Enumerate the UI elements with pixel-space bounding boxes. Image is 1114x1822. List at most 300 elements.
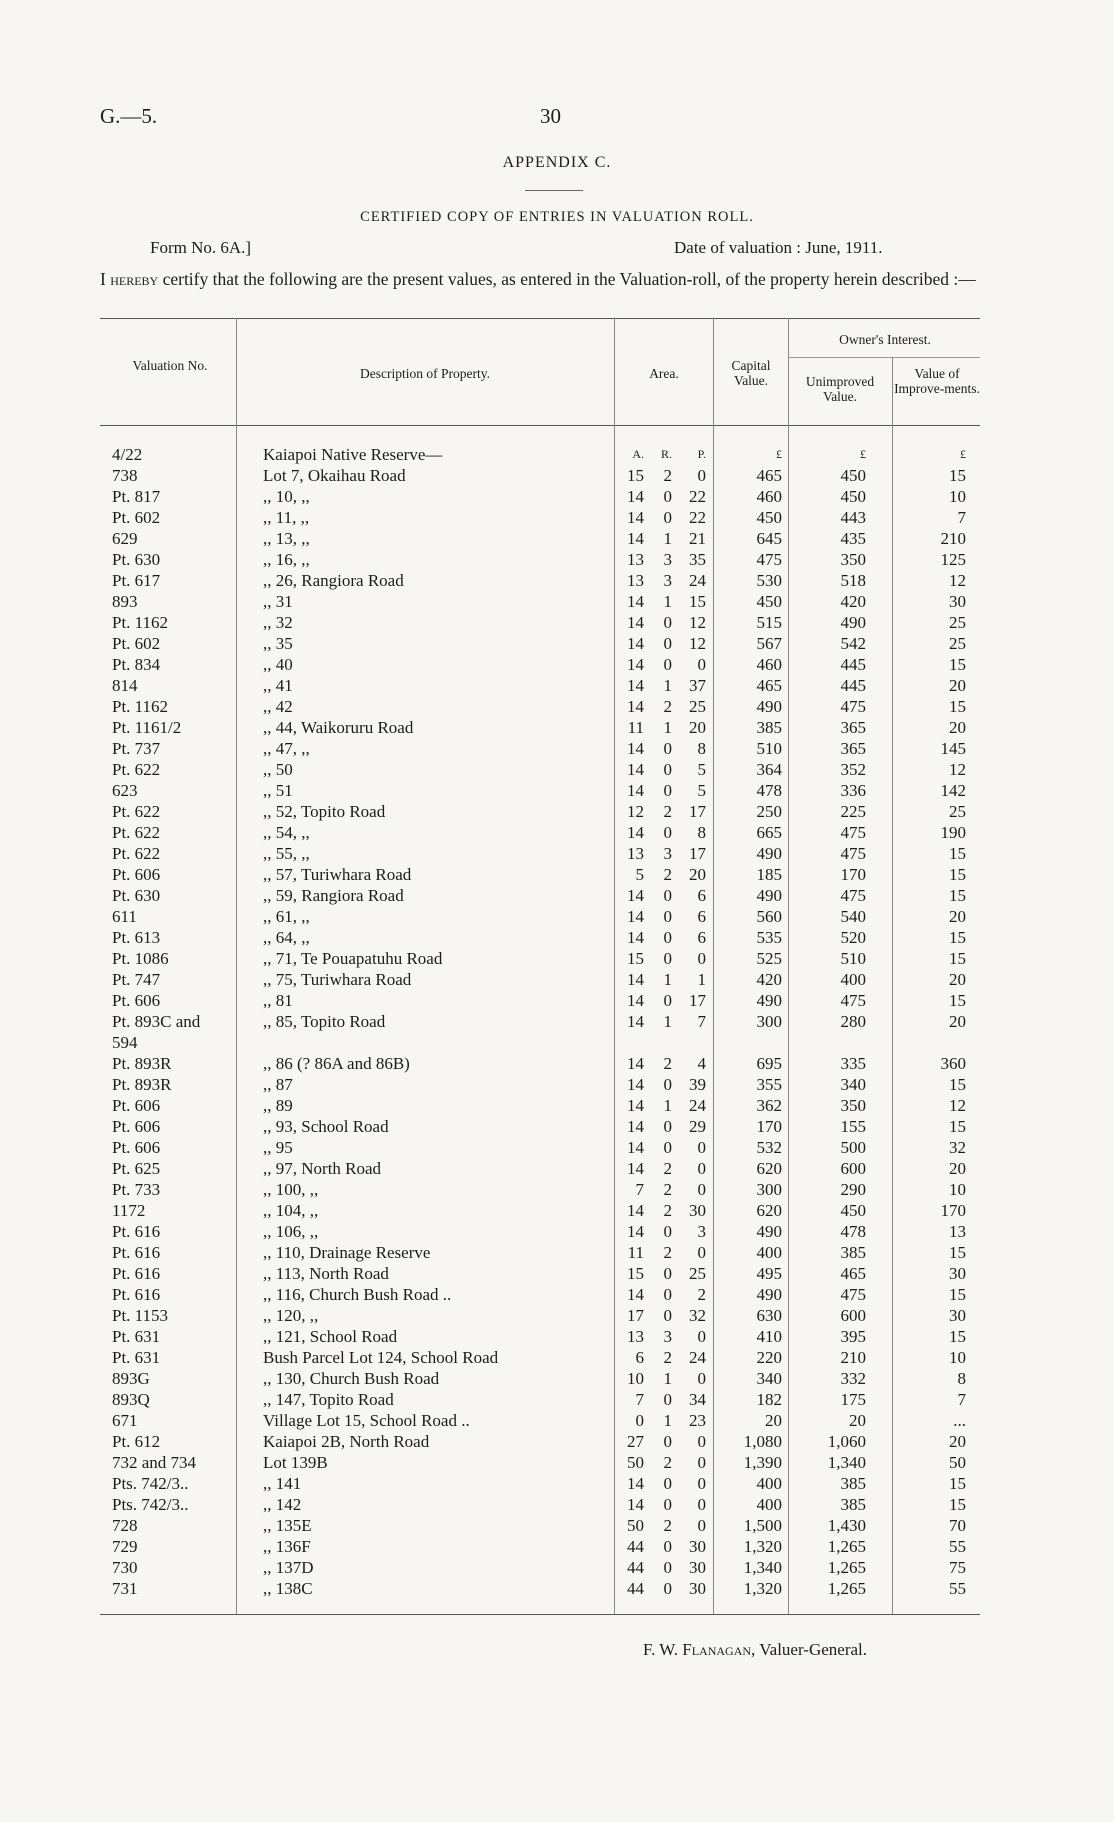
table-row [0,1095,1114,1116]
area-acres: 17 [627,1306,644,1325]
property-description: ,, 147, Topito Road [263,1390,394,1409]
property-description: ,, 141 [263,1474,302,1493]
area-roods: 2 [663,1516,672,1535]
valuation-no: Pt. 625 [112,1159,161,1178]
area-roods: 0 [663,1264,672,1283]
table-row [0,1200,1114,1221]
unimproved-value: 350 [840,550,866,569]
unimproved-value: 350 [840,1096,866,1115]
table-row [0,1305,1114,1326]
unimproved-value: 475 [840,1285,866,1304]
area-acres: 14 [627,655,644,674]
improvements-value: 15 [949,1243,966,1262]
table-row [0,1116,1114,1137]
area-perches: 23 [689,1411,706,1430]
area-perches: 8 [697,823,706,842]
certify-hereby: hereby [110,269,159,289]
unimproved-value: 20 [849,1411,866,1430]
table-row [0,570,1114,591]
area-perches: 17 [689,844,706,863]
capital-value: 1,390 [743,1453,782,1472]
area-perches: 25 [689,1264,706,1283]
valuation-no: 893G [112,1369,150,1388]
improvements-value: 25 [949,613,966,632]
area-perches: 20 [689,865,706,884]
property-description: ,, 130, Church Bush Road [263,1369,440,1388]
unimproved-value: 465 [840,1264,866,1283]
improvements-value: 70 [949,1516,966,1535]
property-description: ,, 11, ,, [263,508,310,527]
area-perches: 0 [697,1180,706,1199]
improvements-value: ... [953,1411,966,1430]
property-description: ,, 104, ,, [263,1201,319,1220]
unimproved-value: 600 [840,1306,866,1325]
valuation-no: Pt. 606 [112,1117,161,1136]
improvements-value: 55 [949,1579,966,1598]
capital-value: 620 [756,1201,782,1220]
capital-value: 620 [756,1159,782,1178]
capital-value: 1,080 [743,1432,782,1451]
capital-value: 400 [756,1495,782,1514]
valuation-no: Pt. 737 [112,739,161,758]
header-valuation-no: Valuation No. [132,358,208,373]
valuation-no: 893Q [112,1390,150,1409]
unimproved-value: 490 [840,613,866,632]
capital-value: 460 [756,655,782,674]
improvements-value: 25 [949,802,966,821]
improvements-value: 15 [949,466,966,485]
unimproved-value: 542 [840,634,866,653]
improvements-value: 15 [949,949,966,968]
unimproved-value: 450 [840,487,866,506]
table-row [0,1431,1114,1452]
valuation-no: Pt. 834 [112,655,161,674]
table-row [0,801,1114,822]
improvements-value: 142 [940,781,966,800]
certification-statement [100,268,988,290]
capital-value: 410 [756,1327,782,1346]
valuation-no: Pt. 747 [112,970,161,989]
improvements-value: 50 [949,1453,966,1472]
signature-block [643,1640,867,1660]
valuation-no: Pt. 622 [112,823,161,842]
area-roods: 0 [663,1138,672,1157]
area-roods: 1 [663,1096,672,1115]
valuation-no: 732 and 734 [112,1453,197,1472]
table-row [0,1452,1114,1473]
improvements-value: 15 [949,1075,966,1094]
table-row [0,465,1114,486]
improvements-value: 7 [957,1390,966,1409]
valuation-no: Pt. 616 [112,1243,161,1262]
property-description: ,, 97, North Road [263,1159,382,1178]
capital-value: 250 [756,802,782,821]
unimproved-value: 475 [840,844,866,863]
table-row [0,906,1114,927]
date-of-valuation: Date of valuation : June, 1911. [674,238,883,257]
capital-value: 450 [756,592,782,611]
area-acres: 14 [627,907,644,926]
page-number: 30 [540,104,561,128]
improvements-value: 20 [949,907,966,926]
property-description: ,, 110, Drainage Reserve [263,1243,431,1262]
valuation-no: Pts. 742/3.. [112,1495,189,1514]
improvements-value: 12 [949,1096,966,1115]
improvements-value: 25 [949,634,966,653]
capital-value: 300 [756,1180,782,1199]
capital-value: 490 [756,844,782,863]
property-description: ,, 26, Rangiora Road [263,571,404,590]
unimproved-value: 290 [840,1180,866,1199]
property-description: ,, 137D [263,1558,314,1577]
property-description: ,, 57, Turiwhara Road [263,865,412,884]
table-row [0,1263,1114,1284]
area-roods: 0 [663,991,672,1010]
table-row [0,591,1114,612]
property-description: ,, 41 [263,676,293,695]
unimproved-value: 450 [840,466,866,485]
area-perches: 21 [689,529,706,548]
area-perches: 30 [689,1558,706,1577]
property-description: ,, 55, ,, [263,844,310,863]
table-row [0,843,1114,864]
valuation-no: Pt. 617 [112,571,161,590]
unimproved-value: 520 [840,928,866,947]
area-roods: 0 [663,634,672,653]
valuation-no: Pt. 606 [112,865,161,884]
capital-value: 567 [756,634,782,653]
area-roods: 0 [663,1432,672,1451]
area-acres: 14 [627,1222,644,1241]
property-description: ,, 142 [263,1495,302,1514]
table-row [0,1137,1114,1158]
area-perches: 8 [697,739,706,758]
area-roods: 1 [663,592,672,611]
property-description: ,, 138C [263,1579,313,1598]
property-description: Village Lot 15, School Road .. [263,1411,470,1430]
header-description: Description of Property. [360,366,490,381]
valuation-no: Pt. 602 [112,508,161,527]
property-description: ,, 120, ,, [263,1306,319,1325]
area-roods: 0 [663,928,672,947]
capital-value: 460 [756,487,782,506]
table-row [0,738,1114,759]
area-acres: 14 [627,886,644,905]
area-roods: 0 [663,1117,672,1136]
area-acres: 44 [627,1579,644,1598]
area-acres: 14 [627,1138,644,1157]
area-roods: 0 [663,781,672,800]
improvements-value: 20 [949,1432,966,1451]
table-row [0,696,1114,717]
capital-value: 490 [756,1222,782,1241]
improvements-value: 15 [949,928,966,947]
capital-value: 340 [756,1369,782,1388]
area-perches: 0 [697,1243,706,1262]
area-roods: 1 [663,718,672,737]
area-acres: 14 [627,781,644,800]
property-description: ,, 52, Topito Road [263,802,386,821]
property-description: ,, 113, North Road [263,1264,389,1283]
improvements-value: 8 [957,1369,966,1388]
area-perches: 0 [697,1138,706,1157]
area-roods: 1 [663,1369,672,1388]
capital-value: 630 [756,1306,782,1325]
property-description: ,, 121, School Road [263,1327,398,1346]
unimproved-value: 475 [840,697,866,716]
area-acres: 14 [627,1474,644,1493]
area-roods: 1 [663,1012,672,1031]
area-roods: 3 [663,571,672,590]
unimproved-value: 445 [840,655,866,674]
owners-interest-rule [788,357,980,358]
table-row [0,1011,1114,1053]
area-roods: 3 [663,844,672,863]
unimproved-value: £ [860,447,866,461]
area-perches: 2 [697,1285,706,1304]
capital-value: 490 [756,991,782,1010]
area-acres: 14 [627,739,644,758]
area-perches: 20 [689,718,706,737]
property-description: ,, 85, Topito Road [263,1012,386,1031]
capital-value: 1,320 [743,1579,782,1598]
valuation-no: Pt. 733 [112,1180,161,1199]
area-perches: 0 [697,1369,706,1388]
area-perches: 17 [689,802,706,821]
document-reference: G.—5. [100,104,158,128]
area-perches: 6 [697,907,706,926]
table-row [0,1389,1114,1410]
valuation-no: Pt. 602 [112,634,161,653]
area-perches: 1 [697,970,706,989]
area-acres: 13 [627,1327,644,1346]
unimproved-value: 175 [840,1390,866,1409]
valuation-no: 1172 [112,1201,146,1220]
capital-value: 490 [756,1285,782,1304]
area-perches: 0 [697,1495,706,1514]
valuation-no: Pt. 1153 [112,1306,169,1325]
area-acres: 14 [627,1495,644,1514]
table-row [0,948,1114,969]
property-description: ,, 136F [263,1537,311,1556]
property-description: ,, 50 [263,760,293,779]
area-perches: P. [697,447,706,461]
area-perches: 0 [697,1516,706,1535]
area-perches: 25 [689,697,706,716]
table-row [0,486,1114,507]
capital-value: 170 [756,1117,782,1136]
area-roods: 0 [663,655,672,674]
capital-value: 560 [756,907,782,926]
valuation-no: 611 [112,907,137,926]
capital-value: 420 [756,970,782,989]
unimproved-value: 225 [840,802,866,821]
improvements-value: 10 [949,1180,966,1199]
area-perches: 22 [689,487,706,506]
capital-value: 495 [756,1264,782,1283]
area-acres: 11 [627,1243,644,1262]
table-row [0,612,1114,633]
unimproved-value: 340 [840,1075,866,1094]
area-acres: 14 [627,529,644,548]
valuation-no: 4/22 [112,445,143,464]
improvements-value: 20 [949,970,966,989]
capital-value: 1,340 [743,1558,782,1577]
property-description: ,, 44, Waikoruru Road [263,718,414,737]
area-perches: 0 [697,1327,706,1346]
table-row [0,528,1114,549]
unimproved-value: 420 [840,592,866,611]
table-row [0,1515,1114,1536]
area-acres: 14 [627,1117,644,1136]
area-acres: 15 [627,1264,644,1283]
improvements-value: 15 [949,991,966,1010]
unimproved-value: 1,060 [827,1432,866,1451]
property-description: ,, 95 [263,1138,293,1157]
property-description: ,, 106, ,, [263,1222,319,1241]
area-roods: 0 [663,1474,672,1493]
property-description: ,, 47, ,, [263,739,310,758]
area-roods: 1 [663,970,672,989]
valuation-no: Pt. 622 [112,760,161,779]
unimproved-value: 510 [840,949,866,968]
valuation-no: 730 [112,1558,138,1577]
area-acres: 14 [627,1075,644,1094]
capital-value: 300 [756,1012,782,1031]
valuation-no: Pt. 893C and 594 [112,1012,201,1052]
unimproved-value: 385 [840,1495,866,1514]
unimproved-value: 443 [840,508,866,527]
unimproved-value: 475 [840,991,866,1010]
improvements-value: 30 [949,1306,966,1325]
table-row [0,969,1114,990]
area-roods: 2 [663,1054,672,1073]
table-row [0,1242,1114,1263]
valuation-no: Pt. 631 [112,1327,161,1346]
unimproved-value: 540 [840,907,866,926]
capital-value: 695 [756,1054,782,1073]
area-roods: 0 [663,1579,672,1598]
area-perches: 29 [689,1117,706,1136]
area-perches: 35 [689,550,706,569]
area-roods: 0 [663,1558,672,1577]
improvements-value: 145 [940,739,966,758]
unimproved-value: 335 [840,1054,866,1073]
valuation-no: Pt. 893R [112,1054,172,1073]
table-row [0,1473,1114,1494]
area-roods: 0 [663,613,672,632]
capital-value: 532 [756,1138,782,1157]
area-roods: 0 [663,760,672,779]
area-roods: 3 [663,1327,672,1346]
area-roods: 0 [663,907,672,926]
improvements-value: 15 [949,655,966,674]
capital-value: 478 [756,781,782,800]
area-perches: 7 [697,1012,706,1031]
area-roods: 2 [663,1180,672,1199]
table-row [0,1179,1114,1200]
area-perches: 0 [697,1159,706,1178]
property-description: ,, 93, School Road [263,1117,389,1136]
capital-value: 1,320 [743,1537,782,1556]
property-description: ,, 116, Church Bush Road .. [263,1285,452,1304]
area-perches: 24 [689,1348,706,1367]
area-perches: 0 [697,1474,706,1493]
capital-value: 182 [756,1390,782,1409]
area-acres: 6 [635,1348,644,1367]
area-acres: 14 [627,823,644,842]
appendix-title: APPENDIX C. [502,154,612,171]
area-acres: 14 [627,1054,644,1073]
property-description: Lot 7, Okaihau Road [263,466,406,485]
valuation-no: Pt. 613 [112,928,161,947]
area-perches: 34 [689,1390,706,1409]
unimproved-value: 352 [840,760,866,779]
unimproved-value: 365 [840,718,866,737]
table-row [0,1326,1114,1347]
area-perches: 24 [689,1096,706,1115]
table-row [0,1410,1114,1431]
area-acres: 14 [627,613,644,632]
improvements-value: 15 [949,886,966,905]
table-row [0,654,1114,675]
improvements-value: 15 [949,865,966,884]
area-roods: 1 [663,676,672,695]
area-perches: 0 [697,1432,706,1451]
property-description: ,, 54, ,, [263,823,310,842]
capital-value: 364 [756,760,782,779]
property-description: ,, 89 [263,1096,293,1115]
area-acres: 13 [627,844,644,863]
improvements-value: 12 [949,571,966,590]
unimproved-value: 478 [840,1222,866,1241]
table-row [0,822,1114,843]
improvements-value: 30 [949,1264,966,1283]
area-roods: 1 [663,529,672,548]
unimproved-value: 435 [840,529,866,548]
unimproved-value: 475 [840,823,866,842]
table-bottom-rule [100,1614,980,1615]
capital-value: £ [776,447,782,461]
unimproved-value: 1,265 [827,1537,866,1556]
improvements-value: 20 [949,676,966,695]
unimproved-value: 155 [840,1117,866,1136]
area-acres: 7 [635,1390,644,1409]
area-perches: 32 [689,1306,706,1325]
property-description: ,, 71, Te Pouapatuhu Road [263,949,443,968]
capital-value: 510 [756,739,782,758]
table-row [0,1578,1114,1599]
unimproved-value: 385 [840,1474,866,1493]
document-subtitle: CERTIFIED COPY OF ENTRIES IN VALUATION ROLL. [360,209,754,225]
property-description: ,, 51 [263,781,293,800]
valuation-no: Pt. 1162 [112,613,169,632]
capital-value: 530 [756,571,782,590]
improvements-value: 32 [949,1138,966,1157]
area-acres: A. [632,447,644,461]
area-perches: 30 [689,1537,706,1556]
property-description: ,, 135E [263,1516,312,1535]
table-row [0,549,1114,570]
improvements-value: 125 [940,550,966,569]
area-roods: R. [660,447,672,461]
capital-value: 525 [756,949,782,968]
table-row [0,864,1114,885]
capital-value: 20 [765,1411,782,1430]
table-row [0,1284,1114,1305]
valuation-no: Pt. 630 [112,886,161,905]
area-acres: 14 [627,970,644,989]
